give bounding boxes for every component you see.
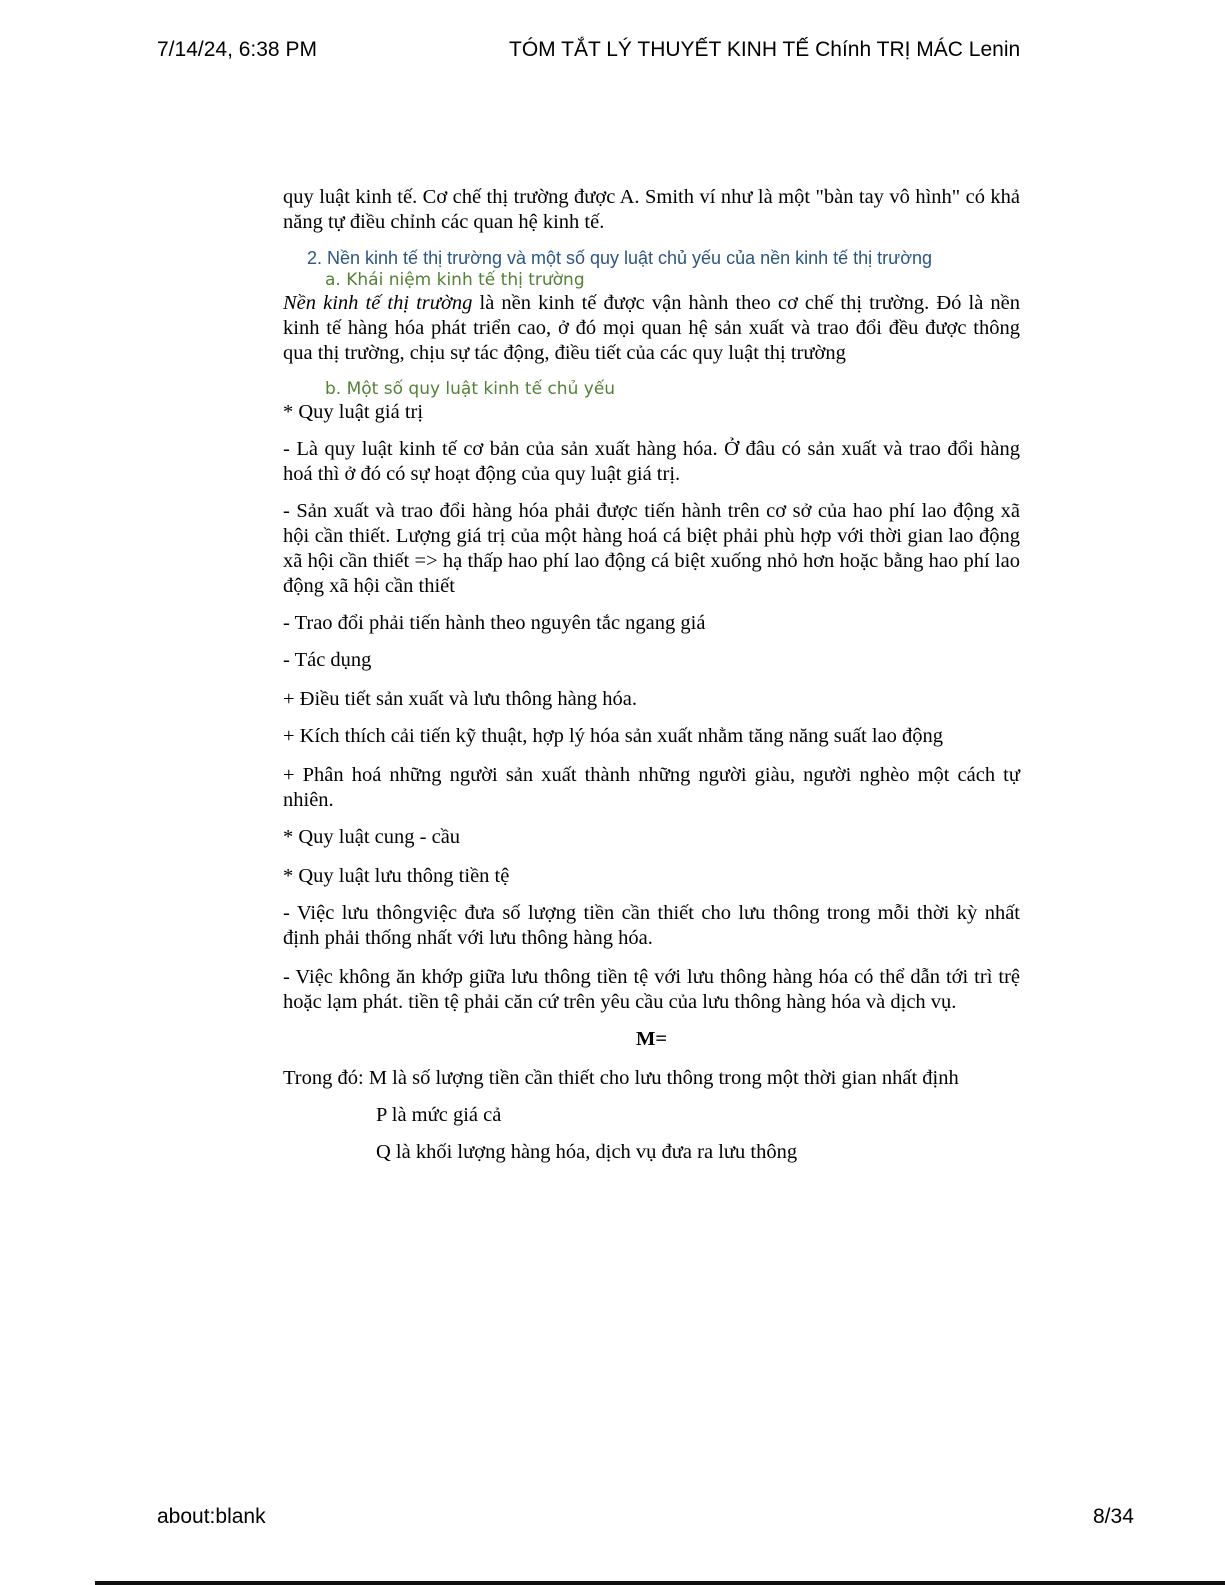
footer-page-number: 8/34 <box>1093 1505 1134 1528</box>
footer-url: about:blank <box>157 1505 266 1528</box>
subsection-heading: a. Khái niệm kinh tế thị trường <box>325 270 585 290</box>
formula: M= <box>635 1028 668 1050</box>
header-datetime: 7/14/24, 6:38 PM <box>157 38 317 61</box>
header-title: TÓM TẮT LÝ THUYẾT KINH TẾ Chính TRỊ MÁC Lenin <box>509 38 1021 61</box>
list-item: - Việc không ăn khớp giữa lưu thông tiền tệ với lưu thông hàng hóa có thể dẫn tới trì trệ hoặc lạm phát. tiền tệ phải căn cứ trên yêu cầu của lưu thông hàng hóa và dịch vụ. <box>283 966 1020 1013</box>
document-content <box>283 185 1020 1165</box>
list-item: + Kích thích cải tiến kỹ thuật, hợp lý hóa sản xuất nhằm tăng năng suất lao động <box>283 725 944 747</box>
list-item: + Điều tiết sản xuất và lưu thông hàng hóa. <box>283 688 638 710</box>
emphasis-term: Nền kinh tế thị trường <box>283 292 473 314</box>
list-item: * Quy luật giá trị <box>283 401 424 423</box>
paragraph <box>283 291 1020 366</box>
list-item: - Việc lưu thôngviệc đưa số lượng tiền cần thiết cho lưu thông trong mỗi thời kỳ nhất định phải thống nhất với lưu thông hàng hóa. <box>283 902 1020 949</box>
formula-legend: Q là khối lượng hàng hóa, dịch vụ đưa ra lưu thông <box>376 1141 798 1163</box>
list-item: - Trao đổi phải tiến hành theo nguyên tắc ngang giá <box>283 612 706 634</box>
list-item: - Tác dụng <box>283 649 372 671</box>
list-item: * Quy luật cung - cầu <box>283 826 461 848</box>
subsection-heading: b. Một số quy luật kinh tế chủ yếu <box>325 379 616 399</box>
list-item: * Quy luật lưu thông tiền tệ <box>283 865 510 887</box>
paragraph: quy luật kinh tế. Cơ chế thị trường được A. Smith ví như là một "bàn tay vô hình" có khả năng tự điều chỉnh các quan hệ kinh tế. <box>283 186 1020 233</box>
formula-legend: P là mức giá cả <box>376 1104 502 1126</box>
list-item: - Là quy luật kinh tế cơ bản của sản xuất hàng hóa. Ở đâu có sản xuất và trao đổi hàng hoá thì ở đó có sự hoạt động của quy luật giá trị. <box>283 438 1020 485</box>
list-item: + Phân hoá những người sản xuất thành những người giàu, người nghèo một cách tự nhiên. <box>283 764 1020 811</box>
bottom-divider <box>95 1581 1225 1585</box>
list-item: - Sản xuất và trao đổi hàng hóa phải được tiến hành trên cơ sở của hao phí lao động xã hội cần thiết. Lượng giá trị của một hàng hoá cá biệt phải phù hợp với thời gian lao động xã hội cần thiết => hạ thấp hao phí lao động cá biệt xuống nhỏ hơn hoặc bằng hao phí lao động xã hội cần thiết <box>283 500 1020 597</box>
formula-legend: Trong đó: M là số lượng tiền cần thiết cho lưu thông trong một thời gian nhất định <box>283 1067 959 1089</box>
section-heading: 2. Nền kinh tế thị trường và một số quy luật chủ yếu của nền kinh tế thị trường <box>307 248 933 268</box>
paragraph-text: là nền kinh tế được vận hành theo cơ chế thị trường. Đó là nền kinh tế hàng hóa phát triển cao, ở đó mọi quan hệ sản xuất và trao đổi đều được thông qua thị trường, chịu sự tác động, điều tiết của các quy luật thị trường <box>283 292 1020 364</box>
